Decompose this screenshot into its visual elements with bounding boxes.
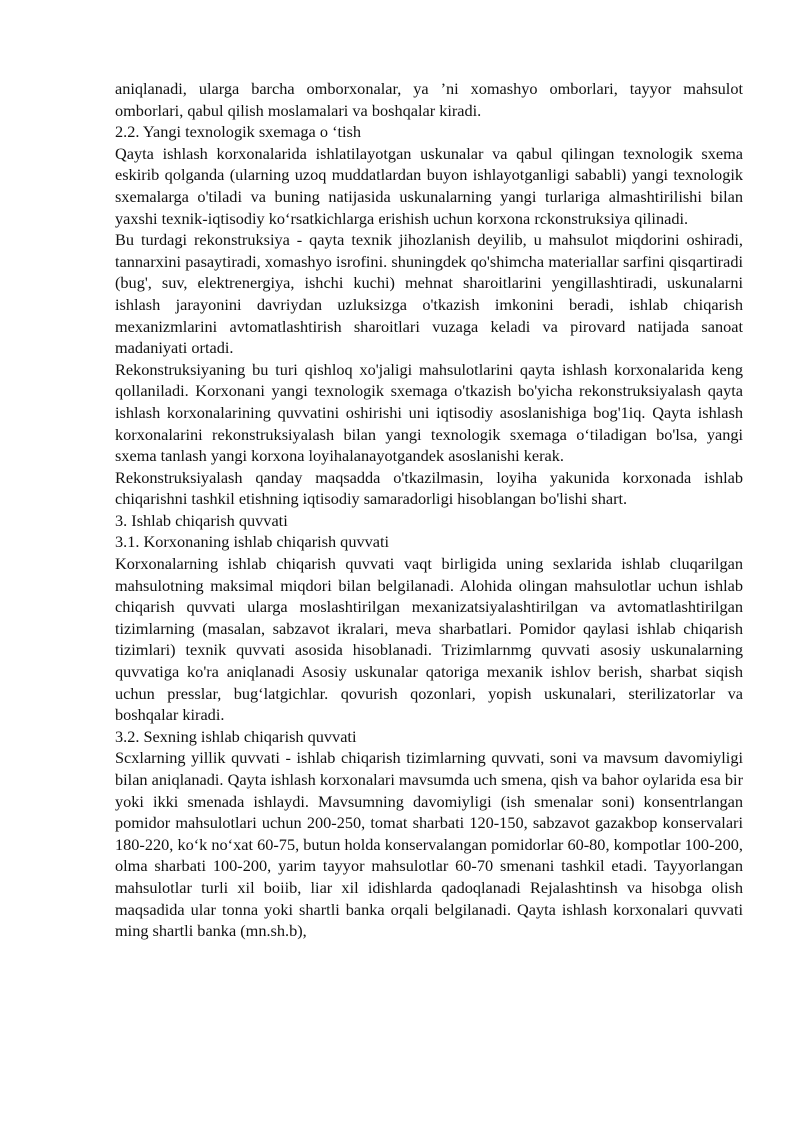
paragraph-enterprise-capacity: Korxonalarning ishlab chiqarish quvvati vaqt birligida uning sexlarida ishlab cluqarilgan mahsulotning maksimal miqdori bilan belgilanadi. Alohida olingan mahsulotlar uchun ishlab chiqarish quvvati ularga moslashtirilgan mexanizatsiyalashtirilgan va avtomatlashtirilgan tizimlarning (masalan, sabzavot ikralari, meva sharbatlari. Pomidor qaylasi ishlab chiqarish tizimlari) texnik quvvati asosida hisoblanadi. Trizimlarnmg quvvati asosiy uskunalarning quvvatiga ko'ra aniqlanadi Asosiy uskunalar qatoriga mexanik ishlov berish, sharbat siqish uchun presslar, bug‘latgichlar. qovurish qozonlari, yopish uskunalari, sterilizatorlar va boshqalar kiradi. bbox=[115, 554, 743, 725]
paragraph-reconstruction-type: Bu turdagi rekonstruksiya - qayta texnik jihozlanish deyilib, u mahsulot miqdorini oshiradi, tannarxini pasaytiradi, xomashyo isrofini. shuningdek qo'shimcha materiallar sarfini qisqartiradi (bug', suv, elektrenergiya, ishchi kuchi) mehnat sharoitlarini yengillashtiradi, uskunalarni ishlash jarayonini davriydan uzluksizga o'tkazish imkonini beradi, ishlab chiqarish mexanizmlarini avtomatlashtirish sharoitlari vuzaga keladi va pirovard natijada sanoat madaniyati ortadi. bbox=[115, 230, 743, 358]
paragraph-new-scheme: Qayta ishlash korxonalarida ishlatilayotgan uskunalar va qabul qilingan texnologik sxema eskirib qolganda (ularning uzoq muddatlardan buyon ishlayotganligi sababli) yangi texnologik sxemalarga o'tiladi va buning natijasida uskunalarning yangi turlariga almashtirilishi bilan yaxshi texnik-iqtisodiy ko‘rsatkichlarga erishish uchun korxona rckonstruksiya qilinadi. bbox=[115, 143, 743, 228]
section-heading-3: 3. Ishlab chiqarish quvvati bbox=[115, 510, 288, 530]
paragraph-reconstruction-goal: Rekonstruksiyalash qanday maqsadda o'tkazilmasin, loyiha yakunida korxonada ishlab chiqarishni tashkil etishning iqtisodiy samaradorligi hisoblangan bo'lishi shart. bbox=[115, 467, 743, 509]
document-page bbox=[115, 78, 743, 942]
paragraph-intro-continuation: aniqlanadi, ularga barcha omborxonalar, ya ’ni xomashyo omborlari, tayyor mahsulot omborlari, qabul qilish moslamalari va boshqalar kiradi. bbox=[115, 79, 743, 120]
section-heading-2-2: 2.2. Yangi texnologik sxemaga o ‘tish bbox=[115, 122, 362, 142]
section-heading-3-1: 3.1. Korxonaning ishlab chiqarish quvvati bbox=[115, 532, 390, 552]
paragraph-reconstruction-usage: Rekonstruksiyaning bu turi qishloq xo'jaligi mahsulotlarini qayta ishlash korxonalarida keng qollaniladi. Korxonani yangi texnologik sxemaga o'tkazish bo'yicha rekonstruksiyalash qayta ishlash korxonalarining quvvatini oshirishi uni iqtisodiy asoslanishiga bog'1iq. Qayta ishlash korxonalarini rekonstruksiyalash bilan yangi texnologik sxemaga o‘tiladigan bo'lsa, yangi sxema tanlash yangi korxona loyihalanayotgandek asoslanishi kerak. bbox=[115, 359, 743, 466]
paragraph-shop-capacity: Scxlarning yillik quvvati - ishlab chiqarish tizimlarning quvvati, soni va mavsum davomiyligi bilan aniqlanadi. Qayta ishlash korxonalari mavsumda uch smena, qish va bahor oylarida esa bir yoki ikki smenada ishlaydi. Mavsumning davomiyligi (ish smenalar soni) konsentrlangan pomidor mahsulotlari uchun 200-250, tomat sharbati 120-150, sabzavot gazakbop konservalari 180-220, ko‘k no‘xat 60-75, butun holda konservalangan pomidorlar 60-80, kompotlar 100-200, olma sharbati 100-200, yarim tayyor mahsulotlar 60-70 smenani tashkil etadi. Tayyorlangan mahsulotlar turli xil boiib, liar xil idishlarda qadoqlanadi Rejalashtinsh va hisobga olish maqsadida ular tonna yoki shartli banka orqali belgilanadi. Qayta ishlash korxonalari quvvati ming shartli banka (mn.sh.b), bbox=[115, 748, 744, 941]
section-heading-3-2: 3.2. Sexning ishlab chiqarish quvvati bbox=[115, 726, 357, 746]
